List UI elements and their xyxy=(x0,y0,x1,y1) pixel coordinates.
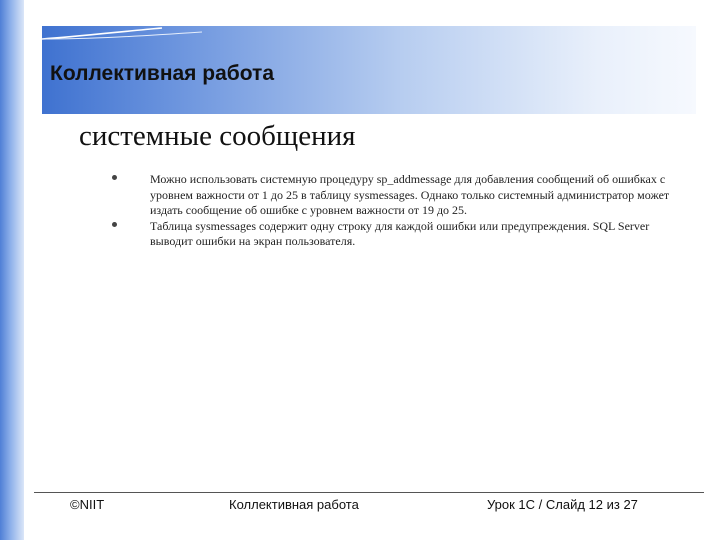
bullet-dot-icon xyxy=(112,175,117,180)
footer-divider xyxy=(34,492,704,493)
footer-course-title: Коллективная работа xyxy=(229,497,359,512)
footer-slide-number: Урок 1C / Слайд 12 из 27 xyxy=(487,497,638,512)
left-accent-bar xyxy=(0,0,24,540)
slide-subtitle: системные сообщения xyxy=(79,120,356,152)
slide-header-title: Коллективная работа xyxy=(50,62,275,85)
bullet-list xyxy=(112,172,682,250)
bullet-item xyxy=(112,219,682,250)
bullet-text: Таблица sysmessages содержит одну строку для каждой ошибки или предупреждения. SQL Server выводит ошибки на экран пользователя. xyxy=(150,218,650,248)
bullet-item xyxy=(112,172,682,219)
bullet-text: Можно использовать системную процедуру sp_addmessage для добавления сообщений об ошибках с уровнем важности от 1 до 25 в таблицу sysmessages. Однако только системный администратор может издать сообщение об ошибке с уровнем важности от 19 до 25. xyxy=(150,172,670,217)
bullet-dot-icon xyxy=(112,222,117,227)
footer-copyright: ©NIIT xyxy=(70,497,105,512)
title-band xyxy=(42,26,696,114)
